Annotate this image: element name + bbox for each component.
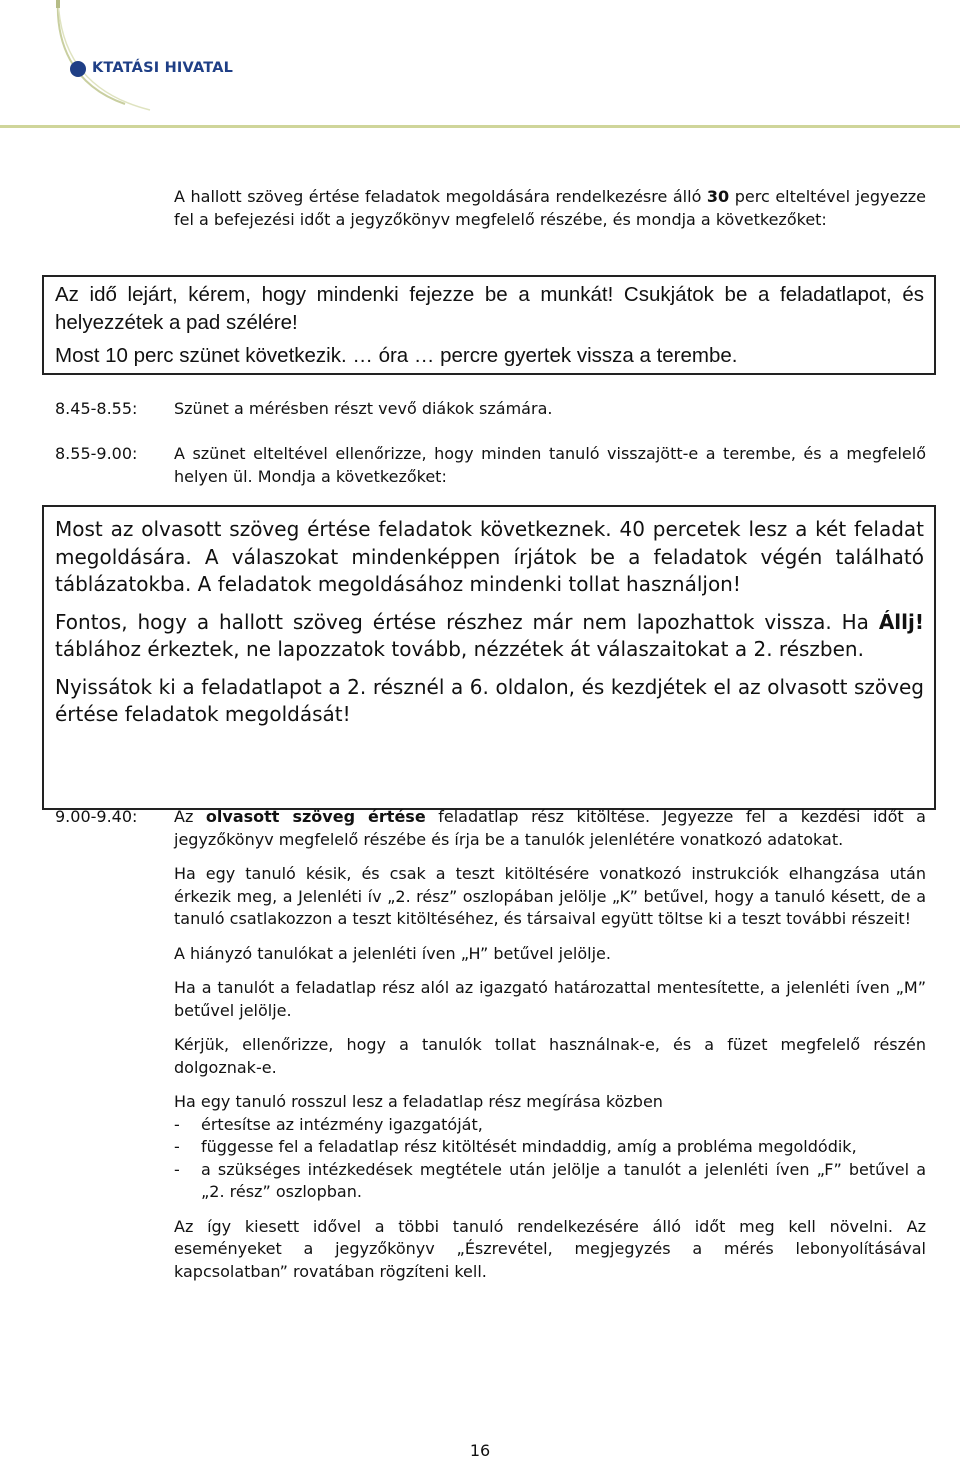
announcement-box-2 <box>42 505 936 810</box>
box2-p2-text-a: Fontos, hogy a hallott szöveg értése részhez már nem lapozhattok vissza. Ha <box>55 609 879 634</box>
intro-text-pre: A hallott szöveg értése feladatok megoldására rendelkezésre álló <box>174 187 707 206</box>
section3-paragraph-7: Az így kiesett idővel a többi tanuló rendelkezésére álló időt meg kell növelni. Az eseményeket a jegyzőkönyv „Észrevétel, megjegyzés a mérés lebonyolításával kapcsolatban” rovatában rögzíteni kell. <box>174 1216 926 1281</box>
schedule-time: 8.55-9.00: <box>55 444 138 463</box>
list-item-text: értesítse az intézmény igazgatóját, <box>201 1114 483 1134</box>
section3-paragraph-4: Ha a tanulót a feladatlap rész alól az igazgató határozattal mentesítette, a jelenléti íven „M” betűvel jelölje. <box>174 978 926 1020</box>
section3-paragraph-6: Ha egy tanuló rosszul lesz a feladatlap rész megírása közben <box>174 1092 663 1111</box>
illness-steps-list <box>174 1114 926 1204</box>
intro-minutes: 30 <box>706 187 730 206</box>
logo-text: KTATÁSI HIVATAL <box>92 60 234 76</box>
box2-paragraph-2 <box>55 609 924 664</box>
page-number: 16 <box>469 1441 491 1460</box>
schedule-text: Szünet a mérésben részt vevő diákok számára. <box>174 399 553 418</box>
section3-paragraph-2: Ha egy tanuló késik, és csak a teszt kitöltésére vonatkozó instrukciók elhangzása után érkezik meg, a Jelenléti ív „2. rész” oszlopában jelölje „K” betűvel, hogy a tanuló késett, de a tanuló csatlakozzon a teszt kitöltéséhez, és társaival együtt töltse ki a teszt további részeit! <box>174 864 926 928</box>
intro-paragraph <box>174 186 926 231</box>
box2-p2-bold: Állj! <box>878 609 924 634</box>
schedule-time: 9.00-9.40: <box>55 807 138 826</box>
box1-paragraph-2: Most 10 perc szünet következik. … óra … percre gyertek vissza a terembe. <box>55 344 738 367</box>
s3-p1-text-a: Az <box>174 807 206 826</box>
section3-paragraph-1 <box>174 806 926 851</box>
section3-paragraph-3: A hiányzó tanulókat a jelenléti íven „H” betűvel jelölje. <box>174 943 611 963</box>
schedule-text: A szünet elteltével ellenőrizze, hogy minden tanuló visszajött-e a terembe, és a megfelelő helyen ül. Mondja a következőket: <box>174 444 926 486</box>
schedule-time: 8.45-8.55: <box>55 399 138 418</box>
list-item <box>174 1114 926 1137</box>
page-header <box>0 0 960 132</box>
intro-text-post: perc elteltével jegyezze fel a befejezési időt a jegyzőkönyv megfelelő részébe, és mondja a következőket: <box>174 187 926 229</box>
list-dash: - <box>174 1114 180 1134</box>
list-item <box>174 1136 926 1159</box>
logo-dot-icon <box>70 61 86 77</box>
s3-p1-text-b: feladatlap rész kitöltése. Jegyezze fel a kezdési időt a jegyzőkönyv megfelelő részébe és írja be a tanulók jelenlétére vonatkozó adatokat. <box>174 807 926 849</box>
box1-paragraph-1: Az idő lejárt, kérem, hogy mindenki fejezze be a munkát! Csukjátok be a feladatlapot, és helyezzétek a pad szélére! <box>55 283 924 334</box>
list-dash: - <box>174 1137 180 1156</box>
list-item-text: függesse fel a feladatlap rész kitöltését mindaddig, amíg a probléma megoldódik, <box>201 1137 857 1156</box>
list-dash: - <box>174 1159 180 1179</box>
list-item-text: a szükséges intézkedések megtétele után jelölje a tanulót a jelenléti íven „F” betűvel a „2. rész” oszlopban. <box>201 1159 926 1201</box>
box2-paragraph-1: Most az olvasott szöveg értése feladatok következnek. 40 percetek lesz a két feladat megoldására. A válaszokat mindenképpen írjátok be a feladatok végén található táblázatokba. A feladatok megoldásához mindenki tollat használjon! <box>55 517 924 596</box>
box2-paragraph-3: Nyissátok ki a feladatlapot a 2. résznél a 6. oldalon, és kezdjétek el az olvasott szöveg értése feladatok megoldását! <box>55 674 924 726</box>
header-rule <box>0 125 960 128</box>
section3-paragraph-5: Kérjük, ellenőrizze, hogy a tanulók tollat használnak-e, és a füzet megfelelő részén dolgoznak-e. <box>174 1035 926 1077</box>
box2-p2-text-b: táblához érkeztek, ne lapozzatok tovább, nézzétek át válaszaitokat a 2. részben. <box>55 637 864 661</box>
announcement-box-1 <box>42 275 936 375</box>
schedule-section-3 <box>55 806 926 1366</box>
s3-p1-bold: olvasott szöveg értése <box>205 807 426 826</box>
list-item <box>174 1159 926 1204</box>
